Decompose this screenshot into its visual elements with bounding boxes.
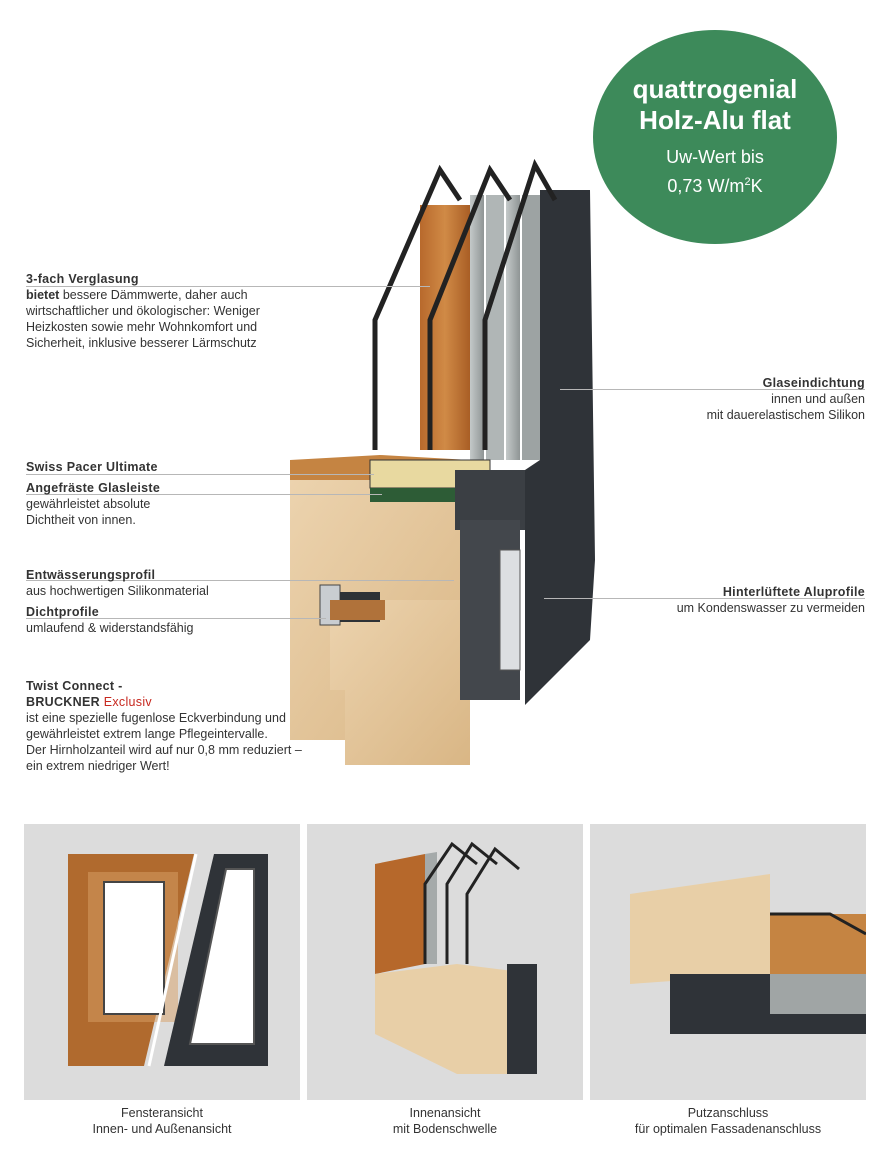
badge-sup: 2 (744, 176, 751, 188)
label-dichtprofile (26, 604, 286, 636)
label-twist-line-2: gewährleistet extrem lange Pflegeintervalle. (26, 727, 268, 741)
caption-fensteransicht (24, 1105, 300, 1137)
label-swiss-pacer (26, 459, 276, 475)
uw-value-badge (593, 30, 837, 244)
label-glaseindichtung-heading: Glaseindichtung (762, 376, 865, 390)
panel-fensteransicht (24, 824, 300, 1100)
badge-line-2: Holz-Alu flat (639, 105, 791, 135)
window-front-view-image (24, 824, 300, 1100)
label-verglasung-line-3: Heizkosten sowie mehr Wohnkomfort und (26, 320, 258, 334)
badge-line-1: quattrogenial (632, 74, 798, 104)
label-twist-connect (26, 678, 326, 774)
label-glasleiste-line-2: Dichtheit von innen. (26, 513, 136, 527)
label-verglasung-heading: 3-fach Verglasung (26, 272, 139, 286)
caption-putzanschluss-subtitle: für optimalen Fassadenanschluss (634, 1122, 822, 1136)
label-swiss-heading: Swiss Pacer Ultimate (26, 460, 158, 474)
label-entwaesserung-heading: Entwässerungsprofil (26, 568, 156, 582)
label-glasleiste (26, 480, 276, 528)
label-dichtprofile-heading: Dichtprofile (26, 605, 100, 619)
badge-line-3: Uw-Wert bis (666, 147, 764, 167)
label-twist-line-1: ist eine spezielle fugenlose Eckverbindung und (26, 711, 286, 725)
panel-innenansicht (307, 824, 583, 1100)
label-twist-brand: BRUCKNER (26, 695, 100, 709)
panel-putzanschluss (590, 824, 866, 1100)
label-verglasung (26, 271, 326, 351)
caption-fensteransicht-title: Fensteransicht (121, 1106, 203, 1120)
label-verglasung-line-1 (26, 287, 326, 303)
caption-innenansicht-title: Innenansicht (409, 1106, 481, 1120)
window-corner-threshold-image (307, 824, 583, 1100)
label-verglasung-text-first: bessere Dämmwerte, daher auch (59, 288, 248, 302)
caption-putzanschluss-title: Putzanschluss (687, 1106, 769, 1120)
badge-line-4 (593, 170, 837, 198)
label-twist-heading-1: Twist Connect - (26, 679, 123, 693)
window-cross-section-illustration (285, 150, 615, 780)
window-plaster-connection-image (590, 824, 866, 1100)
label-twist-heading-2 (26, 694, 326, 710)
label-entwaesserung (26, 567, 286, 599)
label-twist-exclusiv: Exclusiv (103, 695, 152, 709)
badge-unit: K (750, 176, 763, 196)
caption-fensteransicht-subtitle: Innen- und Außenansicht (92, 1122, 232, 1136)
caption-putzanschluss (590, 1105, 866, 1137)
label-glasleiste-heading: Angefräste Glasleiste (26, 481, 161, 495)
label-entwaesserung-line-1: aus hochwertigen Silikonmaterial (26, 584, 209, 598)
label-verglasung-line-2: wirtschaftlicher und ökologischer: Weniger (26, 304, 260, 318)
label-twist-line-4: ein extrem niedriger Wert! (26, 759, 170, 773)
label-aluprofile-line-1: um Kondenswasser zu vermeiden (676, 601, 865, 615)
label-glaseindichtung-line-1: innen und außen (771, 392, 865, 406)
label-aluprofile-heading: Hinterlüftete Aluprofile (722, 585, 865, 599)
caption-innenansicht (307, 1105, 583, 1137)
label-glasleiste-line-1: gewährleistet absolute (26, 497, 151, 511)
label-verglasung-line-4: Sicherheit, inklusive besserer Lärmschutz (26, 336, 257, 350)
label-verglasung-lead: bietet (26, 288, 60, 302)
label-aluprofile (585, 584, 865, 616)
label-glaseindichtung-line-2: mit dauerelastischem Silikon (706, 408, 865, 422)
caption-innenansicht-subtitle: mit Bodenschwelle (392, 1122, 498, 1136)
badge-value: 0,73 W/m (667, 176, 745, 196)
label-glaseindichtung (585, 375, 865, 423)
label-twist-line-3: Der Hirnholzanteil wird auf nur 0,8 mm reduziert – (26, 743, 302, 757)
label-dichtprofile-line-1: umlaufend & widerstandsfähig (26, 621, 194, 635)
